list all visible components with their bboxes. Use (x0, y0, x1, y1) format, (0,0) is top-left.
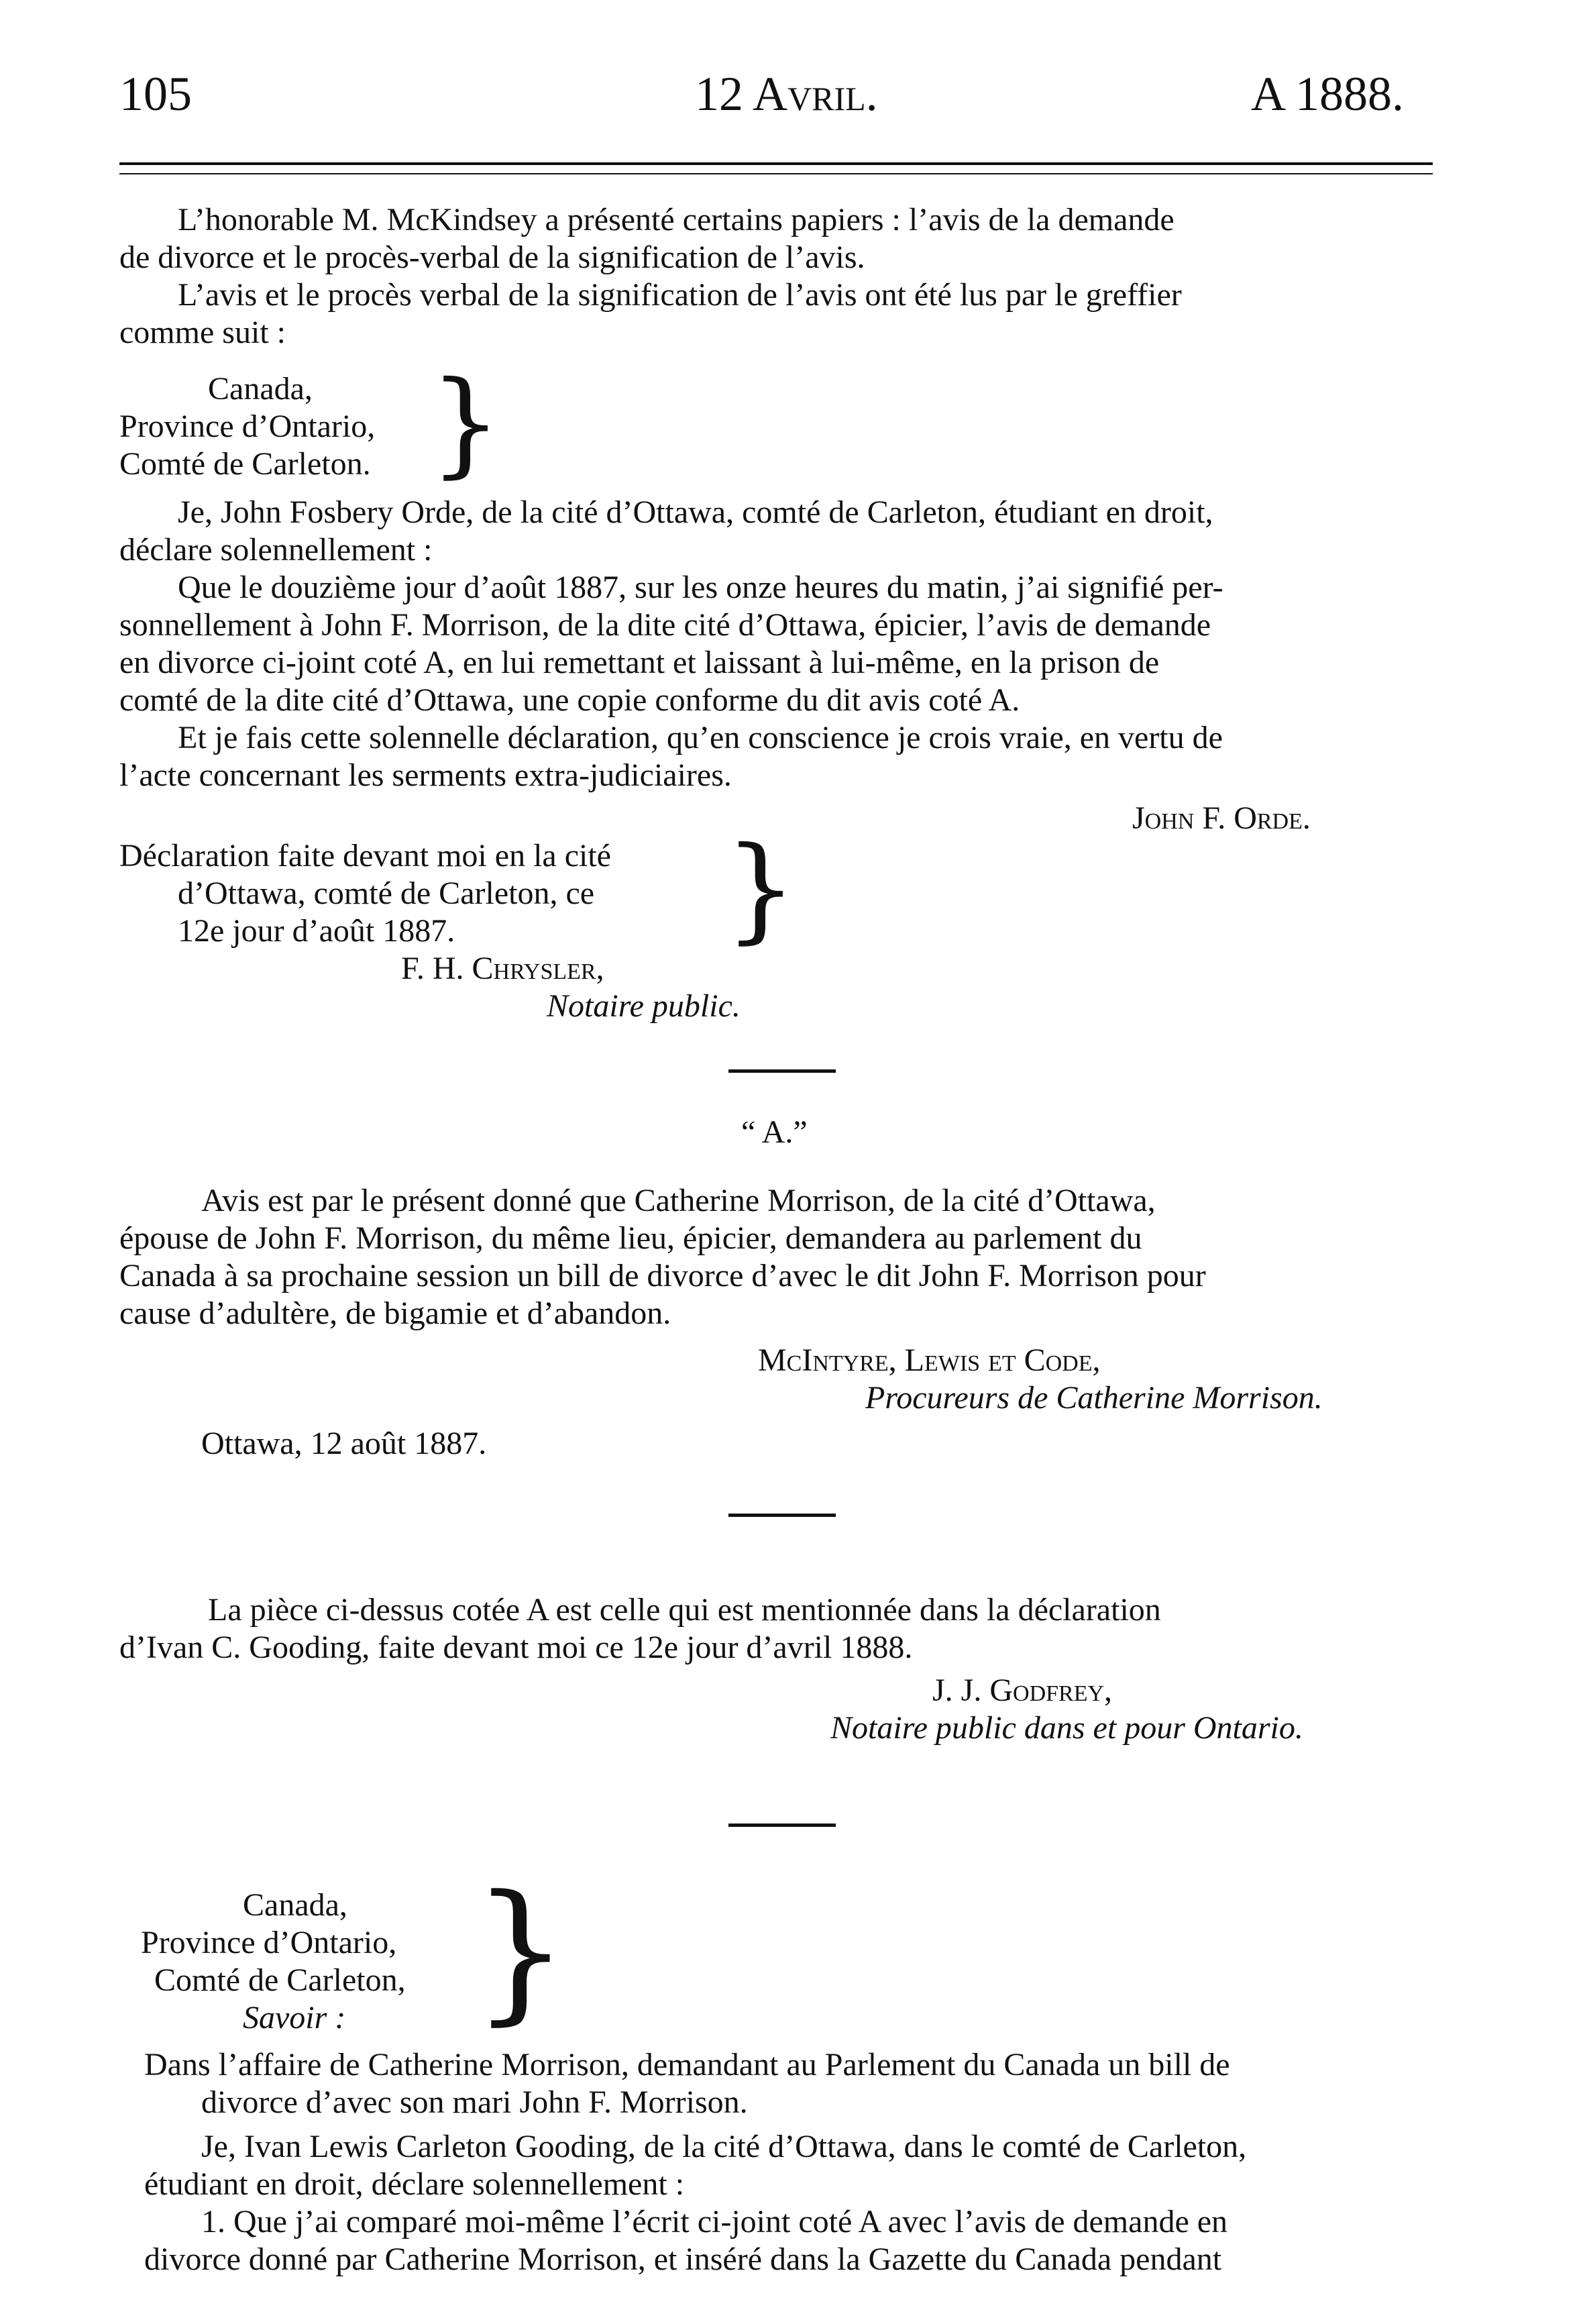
venue-line: Province d’Ontario, (119, 409, 376, 444)
venue-line: Savoir : (243, 2000, 346, 2036)
notice-label: “ A.” (741, 1114, 808, 1150)
notice-line: épouse de John F. Morrison, du même lieu, épicier, demandera au parlement du (119, 1220, 1142, 1256)
intro-line: comme suit : (119, 315, 286, 350)
header-date: 12 Avril. (695, 67, 878, 121)
declaration-line: Je, Ivan Lewis Carleton Gooding, de la cité d’Ottawa, dans le comté de Carleton, (201, 2129, 1247, 2164)
page-number: 105 (119, 67, 192, 121)
signers-title: Procureurs de Catherine Morrison. (865, 1380, 1323, 1416)
declaration-line: divorce d’avec son mari John F. Morrison. (201, 2084, 748, 2120)
declaration-line: en divorce ci-joint coté A, en lui remettant et laissant à lui-même, en la prison de (119, 645, 1160, 680)
notice-line: Avis est par le présent donné que Catherine Morrison, de la cité d’Ottawa, (201, 1183, 1156, 1218)
declaration-line: divorce donné par Catherine Morrison, et inséré dans la Gazette du Canada pendant (144, 2241, 1222, 2277)
declaration-line: déclare solennellement : (119, 532, 433, 568)
venue-line: Province d’Ontario, (141, 1925, 397, 1960)
venue-line: Comté de Carleton. (119, 446, 371, 482)
header-year: A 1888. (1251, 67, 1405, 121)
declaration-line: sonnellement à John F. Morrison, de la dite cité d’Ottawa, épicier, l’avis de demande (119, 607, 1211, 643)
signature: John F. Orde. (1132, 800, 1311, 836)
sworn-line: 12e jour d’août 1887. (178, 913, 455, 949)
section-divider (728, 1069, 836, 1073)
section-divider (728, 1514, 836, 1517)
declaration-line: Et je fais cette solennelle déclaration, qu’en conscience je crois vraie, en vertu de (178, 720, 1223, 755)
declaration-line: Dans l’affaire de Catherine Morrison, demandant au Parlement du Canada un bill de (144, 2047, 1230, 2082)
place-date: Ottawa, 12 août 1887. (201, 1426, 487, 1461)
notary-name: F. H. Chrysler, (401, 951, 604, 986)
brace-right: } (724, 823, 798, 955)
declaration-line: étudiant en droit, déclare solennellement : (144, 2166, 685, 2202)
section-divider (728, 1824, 836, 1827)
sworn-line: d’Ottawa, comté de Carleton, ce (178, 876, 595, 911)
intro-line: L’avis et le procès verbal de la signification de l’avis ont été lus par le greffier (178, 277, 1182, 313)
intro-line: de divorce et le procès-verbal de la signification de l’avis. (119, 240, 865, 275)
declaration-line: l’acte concernant les serments extra-judiciaires. (119, 757, 732, 793)
sworn-line: Déclaration faite devant moi en la cité (119, 838, 611, 874)
notary-name: J. J. Godfrey, (932, 1673, 1113, 1708)
brace-right: } (472, 1863, 569, 2040)
venue-line: Canada, (243, 1887, 347, 1923)
notary-title: Notaire public. (547, 988, 741, 1024)
signers: McIntyre, Lewis et Code, (758, 1342, 1101, 1378)
declaration-line: Je, John Fosbery Orde, de la cité d’Ottawa, comté de Carleton, étudiant en droit, (178, 494, 1213, 530)
declaration-line: 1. Que j’ai comparé moi-même l’écrit ci-joint coté A avec l’avis de demande en (201, 2204, 1228, 2239)
certification-line: La pièce ci-dessus cotée A est celle qui est mentionnée dans la déclaration (208, 1592, 1161, 1628)
declaration-line: Que le douzième jour d’août 1887, sur les onze heures du matin, j’ai signifié per- (178, 570, 1223, 605)
brace-right: } (429, 357, 502, 490)
venue-line: Comté de Carleton, (154, 1962, 406, 1998)
notary-title: Notaire public dans et pour Ontario. (830, 1710, 1303, 1746)
notice-line: Canada à sa prochaine session un bill de divorce d’avec le dit John F. Morrison pour (119, 1258, 1206, 1293)
header-rule (119, 162, 1433, 174)
certification-line: d’Ivan C. Gooding, faite devant moi ce 12e jour d’avril 1888. (119, 1630, 913, 1665)
intro-line: L’honorable M. McKindsey a présenté certains papiers : l’avis de la demande (178, 202, 1175, 237)
notice-line: cause d’adultère, de bigamie et d’abandon. (119, 1296, 671, 1331)
venue-line: Canada, (208, 371, 313, 407)
declaration-line: comté de la dite cité d’Ottawa, une copie conforme du dit avis coté A. (119, 682, 1020, 718)
